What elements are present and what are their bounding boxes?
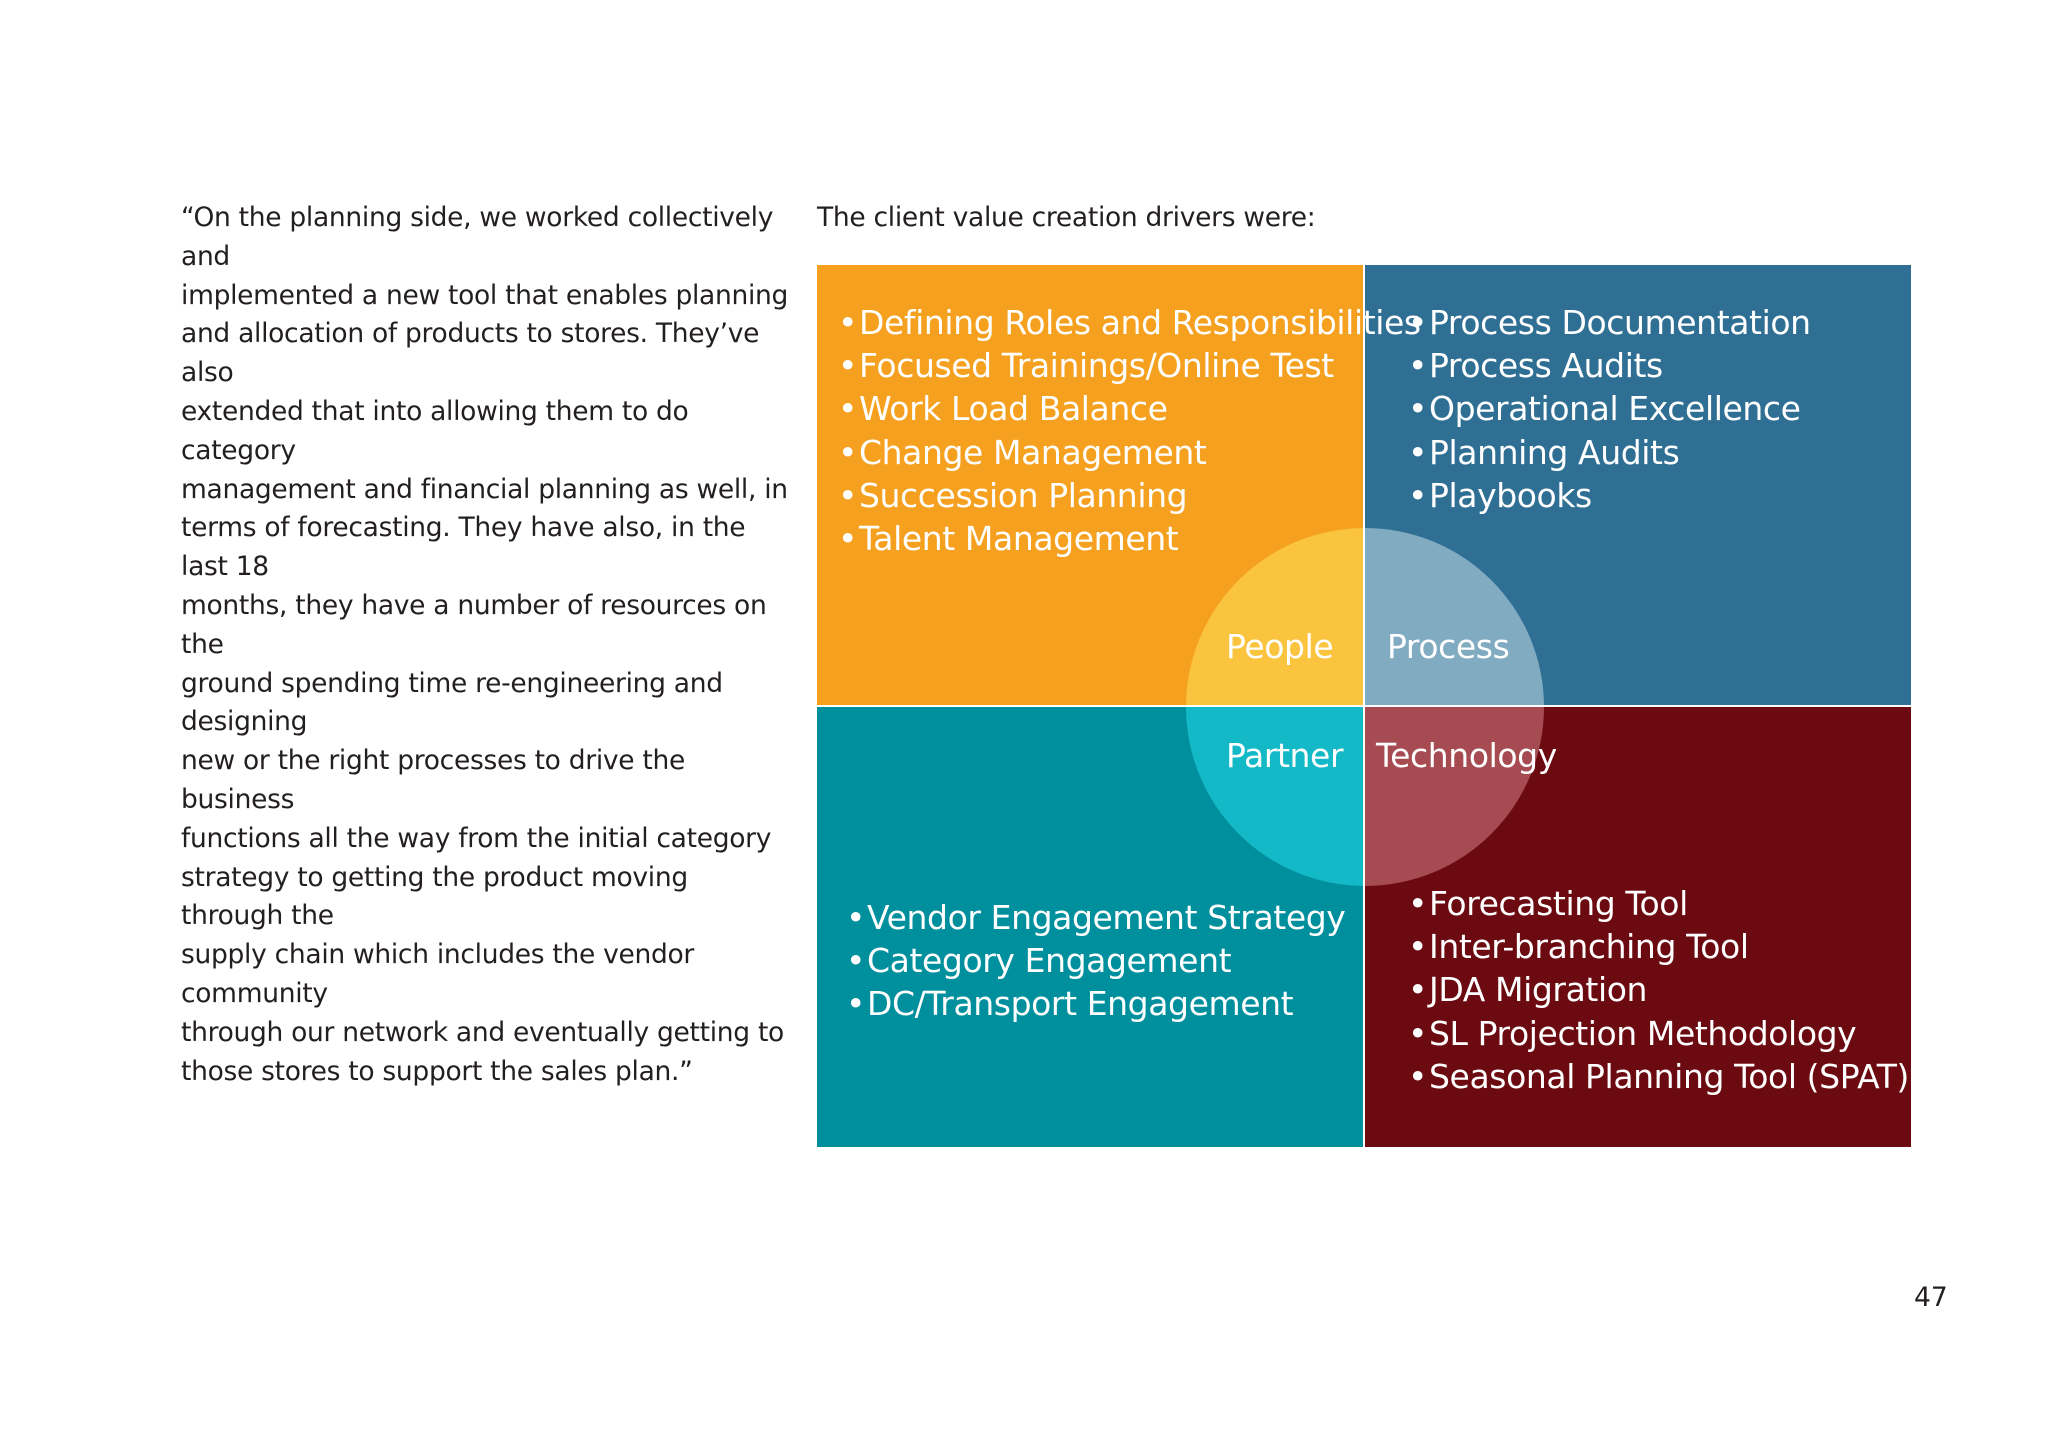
list-item: • Vendor Engagement Strategy [846,896,1345,939]
list-item: • Seasonal Planning Tool (SPAT) [1408,1055,1909,1098]
quote-line: extended that into allowing them to do category [181,395,689,466]
quote-line: supply chain which includes the vendor community [181,939,694,1009]
list-item: • Talent Management [838,517,1421,560]
quote-line: implemented a new tool that enables planning [181,279,789,311]
partner-circle-segment [1186,707,1365,886]
quote-line: functions all the way from the initial category [181,822,772,854]
list-item: • Succession Planning [838,474,1421,517]
technology-circle-segment [1365,707,1544,886]
quote-line: strategy to getting the product moving through the [181,861,688,932]
quote-line: months, they have a number of resources on the [181,589,767,660]
list-item: • Operational Excellence [1408,387,1811,430]
quote-line: “On the planning side, we worked collectively and [181,202,774,272]
quote-line: and allocation of products to stores. They’ve also [181,318,760,389]
technology-label: Technology [1376,736,1557,775]
list-item: • Change Management [838,431,1421,474]
quote-line: management and financial planning as well, in [181,473,788,505]
list-item: • Category Engagement [846,939,1345,982]
value-drivers-matrix [817,265,1911,1147]
list-item: • Playbooks [1408,474,1811,517]
page-number: 47 [1914,1282,1948,1313]
list-item: • Defining Roles and Responsibilities [838,301,1421,344]
quote-line: those stores to support the sales plan.” [181,1055,693,1087]
process-list [1408,301,1811,517]
quote-text [181,199,791,1091]
people-list [838,301,1421,560]
quote-line: new or the right processes to drive the business [181,745,686,815]
horizontal-divider [817,705,1911,707]
list-item: • JDA Migration [1408,968,1909,1011]
quote-line: ground spending time re-engineering and designing [181,667,723,738]
list-item: • Forecasting Tool [1408,882,1909,925]
quote-line: terms of forecasting. They have also, in the last 18 [181,512,746,583]
partner-label: Partner [1226,736,1344,775]
people-label: People [1226,627,1334,666]
list-item: • Process Audits [1408,344,1811,387]
list-item: • Process Documentation [1408,301,1811,344]
quote-line: through our network and eventually getting to [181,1016,784,1048]
technology-list [1408,882,1909,1098]
process-label: Process [1387,627,1510,666]
list-item: • Inter-branching Tool [1408,925,1909,968]
list-item: • Work Load Balance [838,387,1421,430]
list-item: • SL Projection Methodology [1408,1012,1909,1055]
partner-list [846,896,1345,1026]
center-circle [1186,528,1544,886]
list-item: • Planning Audits [1408,431,1811,474]
intro-heading: The client value creation drivers were: [817,202,1316,233]
list-item: • DC/Transport Engagement [846,982,1345,1025]
list-item: • Focused Trainings/Online Test [838,344,1421,387]
